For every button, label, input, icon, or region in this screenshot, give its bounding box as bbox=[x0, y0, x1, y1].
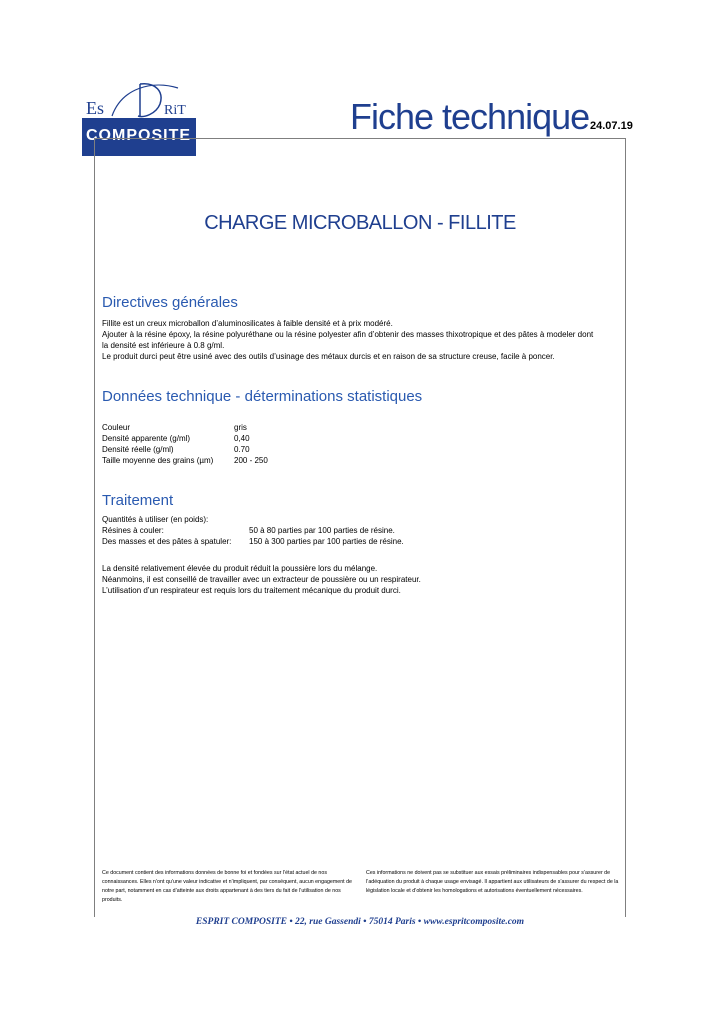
treatment-row bbox=[102, 525, 622, 536]
footer-address bbox=[94, 917, 626, 927]
treatment-label: Résines à couler: bbox=[102, 526, 164, 535]
notice-line: La densité relativement élevée du produit réduit la poussière lors du mélange. bbox=[102, 564, 378, 573]
spec-value: 0.70 bbox=[234, 445, 250, 454]
treatment-intro: Quantités à utiliser (en poids): bbox=[102, 515, 209, 524]
section-general-body bbox=[102, 318, 622, 362]
document-title: Fiche technique bbox=[350, 96, 590, 137]
treatment-value: 50 à 80 parties par 100 parties de résine. bbox=[249, 526, 395, 535]
specs-table bbox=[102, 422, 268, 466]
section-technical-title: Données technique - déterminations statistiques bbox=[102, 388, 423, 405]
logo-composite-text: COMPOSITE bbox=[86, 127, 192, 144]
general-line: Ajouter à la résine époxy, la résine polyuréthane ou la résine polyester afin d’obtenir des masses thixotropique et des pâtes à modeler dont bbox=[102, 330, 594, 339]
section-treatment-body bbox=[102, 514, 622, 596]
spec-row bbox=[102, 433, 268, 444]
notice-line: L’utilisation d’un respirateur est requis lors du traitement mécanique du produit durci. bbox=[102, 586, 401, 595]
spec-value: 0,40 bbox=[234, 434, 250, 443]
spec-value: 200 - 250 bbox=[234, 456, 268, 465]
spec-label: Couleur bbox=[102, 423, 131, 432]
spec-row bbox=[102, 422, 268, 433]
notice-line: Néanmoins, il est conseillé de travailler avec un extracteur de poussière ou un respirateur. bbox=[102, 575, 421, 584]
treatment-label: Des masses et des pâtes à spatuler: bbox=[102, 537, 232, 546]
treatment-row bbox=[102, 536, 622, 547]
svg-text:RiT: RiT bbox=[164, 103, 186, 118]
footer-disclaimer-left: Ce document contient des informations données de bonne foi et fondées sur l’état actuel de nos connaissances. Elles n’ont qu’une valeur indicative et n’impliquent, par conséquent, aucun engagement de notre part, notamment en cas d’atteinte aux droits appartenant à des tiers du fait de l’utilisation de nos produits. bbox=[102, 870, 353, 903]
logo-swoosh-icon bbox=[82, 78, 198, 118]
spec-row bbox=[102, 455, 268, 466]
spec-row bbox=[102, 444, 268, 455]
section-general-title: Directives générales bbox=[102, 294, 238, 311]
general-line: la densité est inférieure à 0.8 g/ml. bbox=[102, 341, 225, 350]
section-treatment-title: Traitement bbox=[102, 492, 174, 509]
spec-label: Densité apparente (g/ml) bbox=[102, 434, 191, 443]
treatment-notice bbox=[102, 563, 622, 596]
svg-text:Es: Es bbox=[86, 98, 104, 118]
spec-label: Taille moyenne des grains (µm) bbox=[102, 456, 214, 465]
footer-address-text: ESPRIT COMPOSITE • 22, rue Gassendi • 75014 Paris • www.espritcomposite.com bbox=[192, 917, 528, 927]
treatment-value: 150 à 300 parties par 100 parties de résine. bbox=[249, 537, 404, 546]
logo-top bbox=[82, 78, 198, 118]
product-title: CHARGE MICROBALLON - FILLITE bbox=[204, 212, 516, 234]
document-date: 24.07.19 bbox=[590, 120, 633, 132]
general-line: Le produit durci peut être usiné avec des outils d’usinage des métaux durcis et en raison de sa structure creuse, facile à poncer. bbox=[102, 352, 555, 361]
footer-disclaimer-right: Ces informations ne doivent pas se substituer aux essais préliminaires indispensables pour s’assurer de l’adéquation du produit à chaque usage envisagé. Il appartient aux utilisateurs de s’assurer du respect de la législation locale et d’obtenir les homologations et autorisations éventuellement nécessaires. bbox=[366, 870, 619, 894]
spec-value: gris bbox=[234, 423, 247, 432]
spec-label: Densité réelle (g/ml) bbox=[102, 445, 174, 454]
general-line: Fillite est un creux microballon d’aluminosilicates à faible densité et à prix modéré. bbox=[102, 319, 393, 328]
